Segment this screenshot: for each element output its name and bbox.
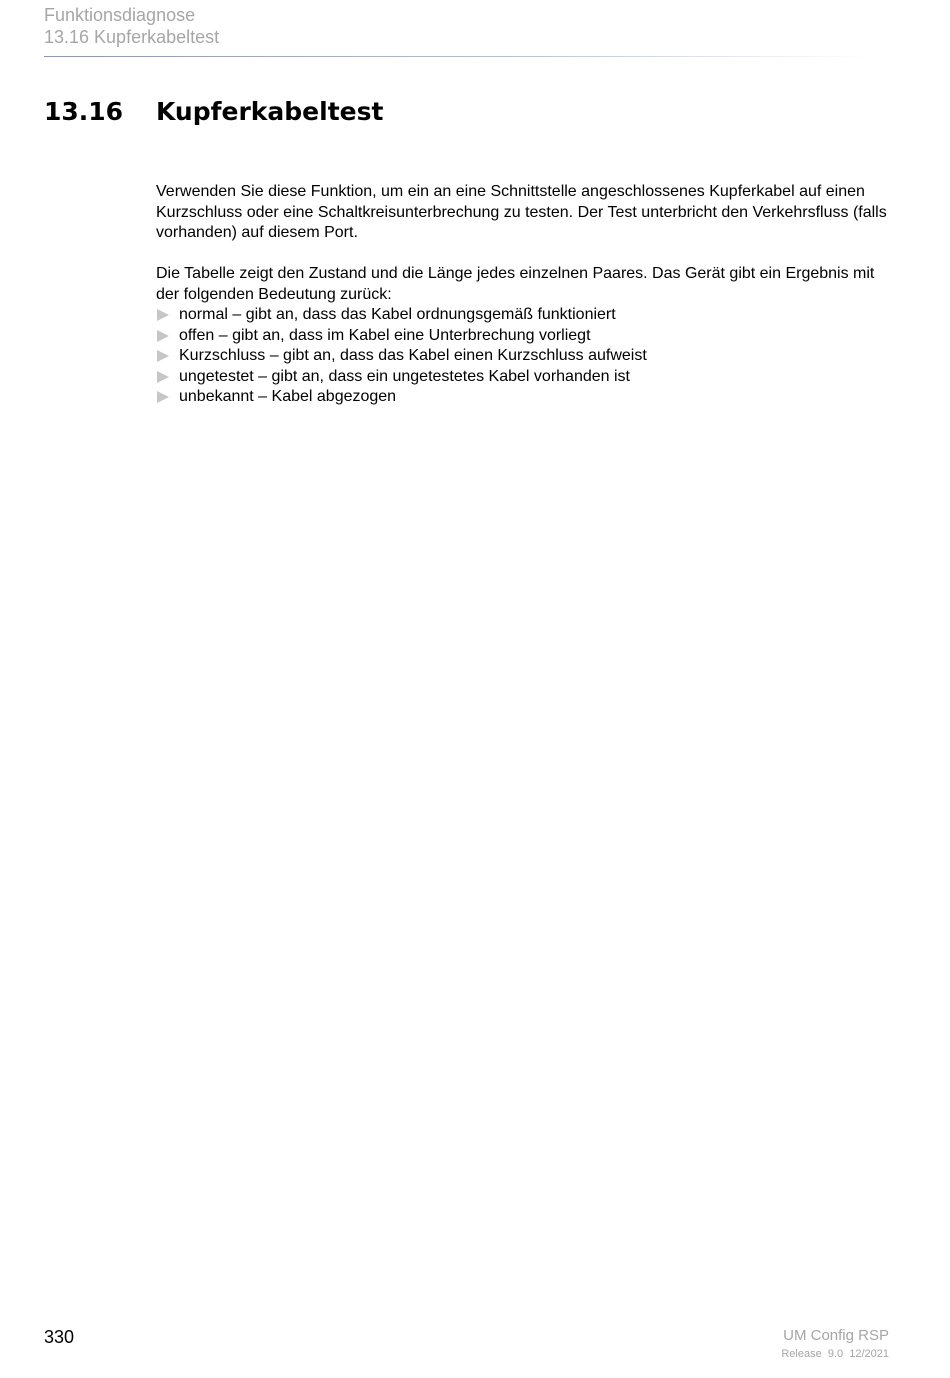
header-section: 13.16 Kupferkabeltest [44,27,220,47]
list-item-text: normal – gibt an, dass das Kabel ordnungsgemäß funktioniert [179,306,616,323]
body-content [156,182,896,408]
list-item [156,305,896,326]
list-item-text: unbekannt – Kabel abgezogen [179,388,397,405]
triangle-bullet-icon [157,391,169,403]
running-header [44,4,219,48]
triangle-bullet-icon [157,350,169,362]
intro-paragraph: Verwenden Sie diese Funktion, um ein an eine Schnittstelle angeschlossenes Kupferkabel auf einen Kurzschluss oder eine Schaltkreisunterbrechung zu testen. Der Test unterbricht den Verkehrsfluss (falls vorhanden) auf diesem Port. [156,183,887,241]
footer-release: Release 9.0 12/2021 [781,1348,889,1360]
list-item-text: Kurzschluss – gibt an, dass das Kabel einen Kurzschluss aufweist [179,347,647,364]
list-item-text: ungetestet – gibt an, dass ein ungetestetes Kabel vorhanden ist [179,367,630,385]
list-item [156,326,896,347]
section-number: 13.16 [44,97,124,126]
header-chapter: Funktionsdiagnose [44,5,196,25]
section-title: Kupferkabeltest [156,97,384,126]
result-list [156,305,896,408]
list-item [156,387,896,408]
page-number: 330 [44,1327,75,1347]
triangle-bullet-icon [157,371,169,383]
header-divider [44,56,870,57]
footer-document-title: UM Config RSP [783,1327,889,1344]
list-item [156,367,896,388]
list-item [156,346,896,367]
result-paragraph: Die Tabelle zeigt den Zustand und die Länge jedes einzelnen Paares. Das Gerät gibt ein Ergebnis mit der folgenden Bedeutung zurück: [156,265,875,303]
section-heading [44,96,383,128]
triangle-bullet-icon [157,330,169,342]
list-item-text: offen – gibt an, dass im Kabel eine Unterbrechung vorliegt [179,326,591,344]
triangle-bullet-icon [157,309,169,321]
